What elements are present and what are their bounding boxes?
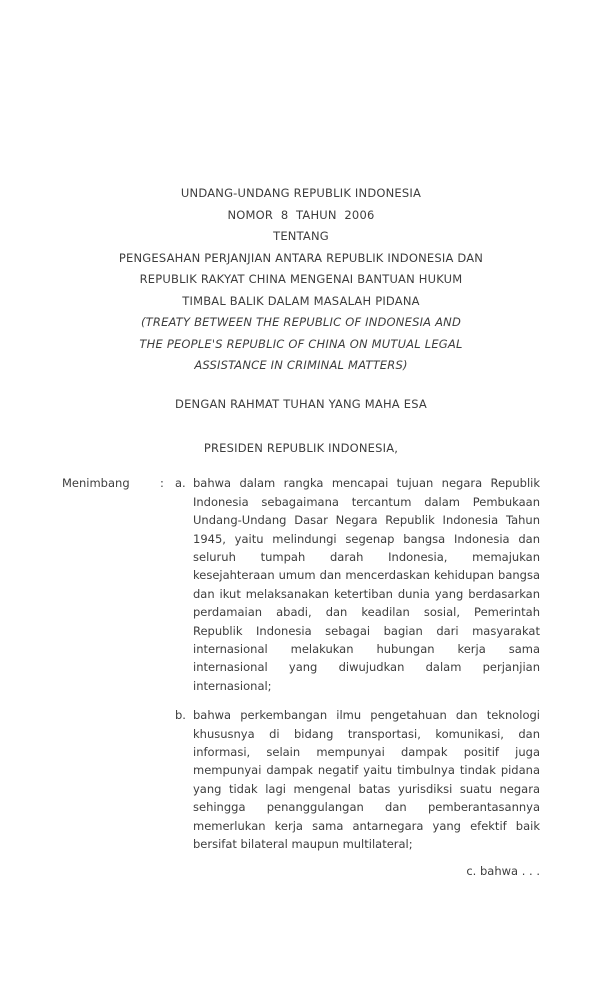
item-text-a: bahwa dalam rangka mencapai tujuan negara Republik Indonesia sebagaimana tercantum dalam Pembukaan Undang-Undang Dasar Negara Republik Indonesia Tahun 1945, yaitu melindungi segenap bangsa Indonesia dan seluruh tumpah darah Indonesia, memajukan kesejahteraan umum dan mencerdaskan kehidupan bangsa dan ikut melaksanakan ketertiban dunia yang berdasarkan perdamaian abadi, dan keadilan sosial, Pemerintah Republik Indonesia sebagai bagian dari masyarakat internasional melakukan hubungan kerja sama internasional yang diwujudkan dalam perjanjian internasional;	[193, 476, 540, 693]
title-line-tentang: TENTANG	[273, 229, 329, 243]
considering-label: Menimbang	[62, 476, 130, 491]
title-line-english-1: (TREATY BETWEEN THE REPUBLIC OF INDONESIA AND	[140, 315, 462, 329]
title-line-english-3: ASSISTANCE IN CRIMINAL MATTERS)	[194, 358, 408, 372]
considering-section	[62, 474, 540, 853]
title-line-subject-1: PENGESAHAN PERJANJIAN ANTARA REPUBLIK INDONESIA DAN	[118, 250, 484, 265]
item-marker-b: b.	[175, 708, 186, 723]
title-line-subject-2: REPUBLIK RAKYAT CHINA MENGENAI BANTUAN HUKUM	[139, 272, 463, 286]
considering-colon: :	[160, 476, 164, 491]
considering-items	[175, 474, 540, 853]
title-line-law-name: UNDANG-UNDANG REPUBLIK INDONESIA	[180, 186, 422, 200]
salutation-line: PRESIDEN REPUBLIK INDONESIA,	[203, 440, 399, 455]
item-text-b: bahwa perkembangan ilmu pengetahuan dan teknologi khususnya di bidang transportasi, komunikasi, dan informasi, selain mempunyai dampak positif juga mempunyai dampak negatif yaitu timbulnya tindak pidana yang tidak lagi mengenal batas yurisdiksi suatu negara sehingga penanggulangan dan pemberantasannya memerlukan kerja sama antarnegara yang efektif baik bersifat bilateral maupun multilateral;	[193, 708, 540, 852]
catchword: c. bahwa . . .	[466, 864, 540, 879]
considering-item-a	[175, 474, 540, 695]
document-title-block	[62, 0, 540, 377]
considering-item-b	[175, 706, 540, 853]
title-line-subject-3: TIMBAL BALIK DALAM MASALAH PIDANA	[182, 293, 420, 308]
title-line-english-2: THE PEOPLE'S REPUBLIC OF CHINA ON MUTUAL LEGAL	[139, 336, 463, 351]
item-marker-a: a.	[175, 476, 186, 491]
title-line-number-year: NOMOR 8 TAHUN 2006	[227, 207, 375, 222]
invocation-line: DENGAN RAHMAT TUHAN YANG MAHA ESA	[175, 396, 427, 411]
